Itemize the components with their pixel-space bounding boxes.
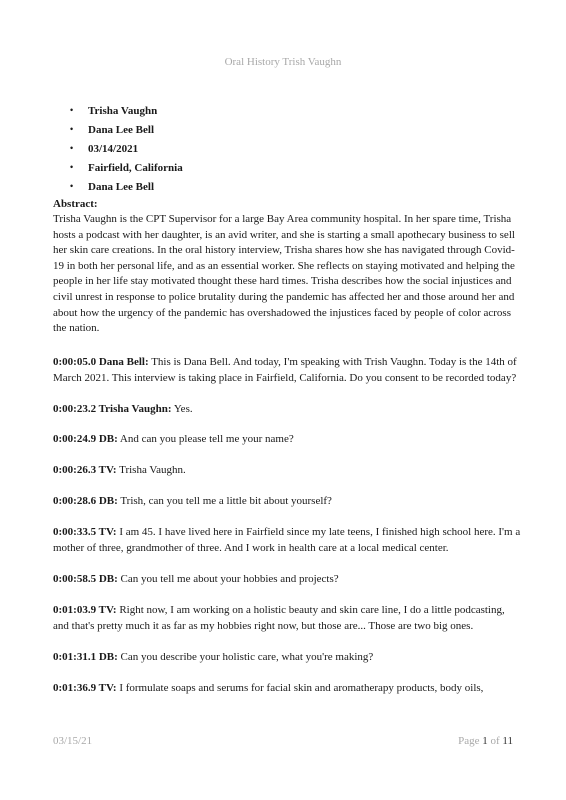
turn-text: And can you please tell me your name? xyxy=(117,432,294,445)
speaker-timestamp: 0:01:03.9 TV: xyxy=(53,603,117,616)
bullet-icon: • xyxy=(70,162,74,172)
turn-text: Can you describe your holistic care, what you're making? xyxy=(117,650,374,663)
abstract-heading: Abstract: xyxy=(53,198,98,210)
bullet-icon: • xyxy=(70,105,74,115)
speaker-timestamp: 0:00:24.9 DB: xyxy=(53,432,118,445)
list-item xyxy=(53,159,523,178)
abstract-text: Trisha Vaughn is the CPT Supervisor for a large Bay Area community hospital. In her spare time, Trisha hosts a podcast with her daughter, is an avid writer, and she is starting a small apothecary business to sell her skin care creations. In the oral history interview, Trisha shares how she has navigated through Covid-19 in both her personal life, and as an essential worker. She reflects on staying motivated and helping the people in her life stay motivated thought these hard times. Trisha describes how the social injustices and civil unrest in response to police brutality during the pandemic has affected her and those around her and about how the urgency of the pandemic has overshadowed the injustices faced by people of color across the nation. xyxy=(53,213,515,335)
speaker-timestamp: 0:01:36.9 TV: xyxy=(53,681,117,694)
turn-text: This is Dana Bell. And today, I'm speaking with Trish Vaughn. Today is the 14th of March 2021. This interview is taking place in Fairfield, California. Do you consent to be recorded today? xyxy=(53,355,517,384)
turn-text: Yes. xyxy=(171,402,193,415)
transcript-turn xyxy=(53,462,523,478)
transcript-turn xyxy=(53,493,523,509)
transcript-turn xyxy=(53,431,523,447)
transcript-turn xyxy=(53,571,523,587)
list-item xyxy=(53,102,523,121)
page-header-title: Oral History Trish Vaughn xyxy=(224,56,342,68)
speaker-timestamp: 0:00:58.5 DB: xyxy=(53,572,118,585)
speaker-timestamp: 0:00:23.2 Trisha Vaughn: xyxy=(53,402,172,415)
turn-text: I am 45. I have lived here in Fairfield since my late teens, I finished high school here. I'm a mother of three, grandmother of three. And I work in health care at a local medical center. xyxy=(53,525,521,554)
speaker-timestamp: 0:00:26.3 TV: xyxy=(53,463,117,476)
transcript xyxy=(53,354,523,696)
speaker-timestamp: 0:01:31.1 DB: xyxy=(53,650,118,663)
speaker-timestamp: 0:00:28.6 DB: xyxy=(53,494,118,507)
transcript-turn xyxy=(53,649,523,665)
transcript-turn xyxy=(53,401,523,417)
turn-text: Can you tell me about your hobbies and projects? xyxy=(117,572,339,585)
transcriber-name: Dana Lee Bell xyxy=(88,181,154,193)
total-pages: 11 xyxy=(502,735,513,747)
footer-date: 03/15/21 xyxy=(53,735,93,747)
list-item xyxy=(53,121,523,140)
interviewer-name: Dana Lee Bell xyxy=(88,124,154,136)
interview-location: Fairfield, California xyxy=(88,162,183,174)
interview-date: 03/14/2021 xyxy=(88,143,139,155)
turn-text: Right now, I am working on a holistic beauty and skin care line, I do a little podcasting, and that's pretty much it as far as my hobbies right now, but those are... Those are two big ones. xyxy=(53,603,505,632)
current-page: 1 xyxy=(482,735,488,747)
bullet-icon: • xyxy=(70,124,74,134)
turn-text: Trisha Vaughn. xyxy=(116,463,186,476)
metadata-list xyxy=(53,102,523,197)
turn-text: I formulate soaps and serums for facial skin and aromatherapy products, body oils, xyxy=(116,681,484,694)
speaker-timestamp: 0:00:05.0 Dana Bell: xyxy=(53,355,149,368)
bullet-icon: • xyxy=(70,143,74,153)
turn-text: Trish, can you tell me a little bit about yourself? xyxy=(117,494,332,507)
narrator-name: Trisha Vaughn xyxy=(88,105,158,117)
transcript-turn xyxy=(53,602,523,634)
bullet-icon: • xyxy=(70,181,74,191)
document-body xyxy=(53,102,523,696)
transcript-turn xyxy=(53,524,523,556)
page-number: Page 1 of 11 xyxy=(458,735,513,747)
list-item xyxy=(53,140,523,159)
transcript-turn xyxy=(53,680,523,696)
transcript-turn xyxy=(53,354,523,386)
speaker-timestamp: 0:00:33.5 TV: xyxy=(53,525,117,538)
list-item xyxy=(53,178,523,197)
